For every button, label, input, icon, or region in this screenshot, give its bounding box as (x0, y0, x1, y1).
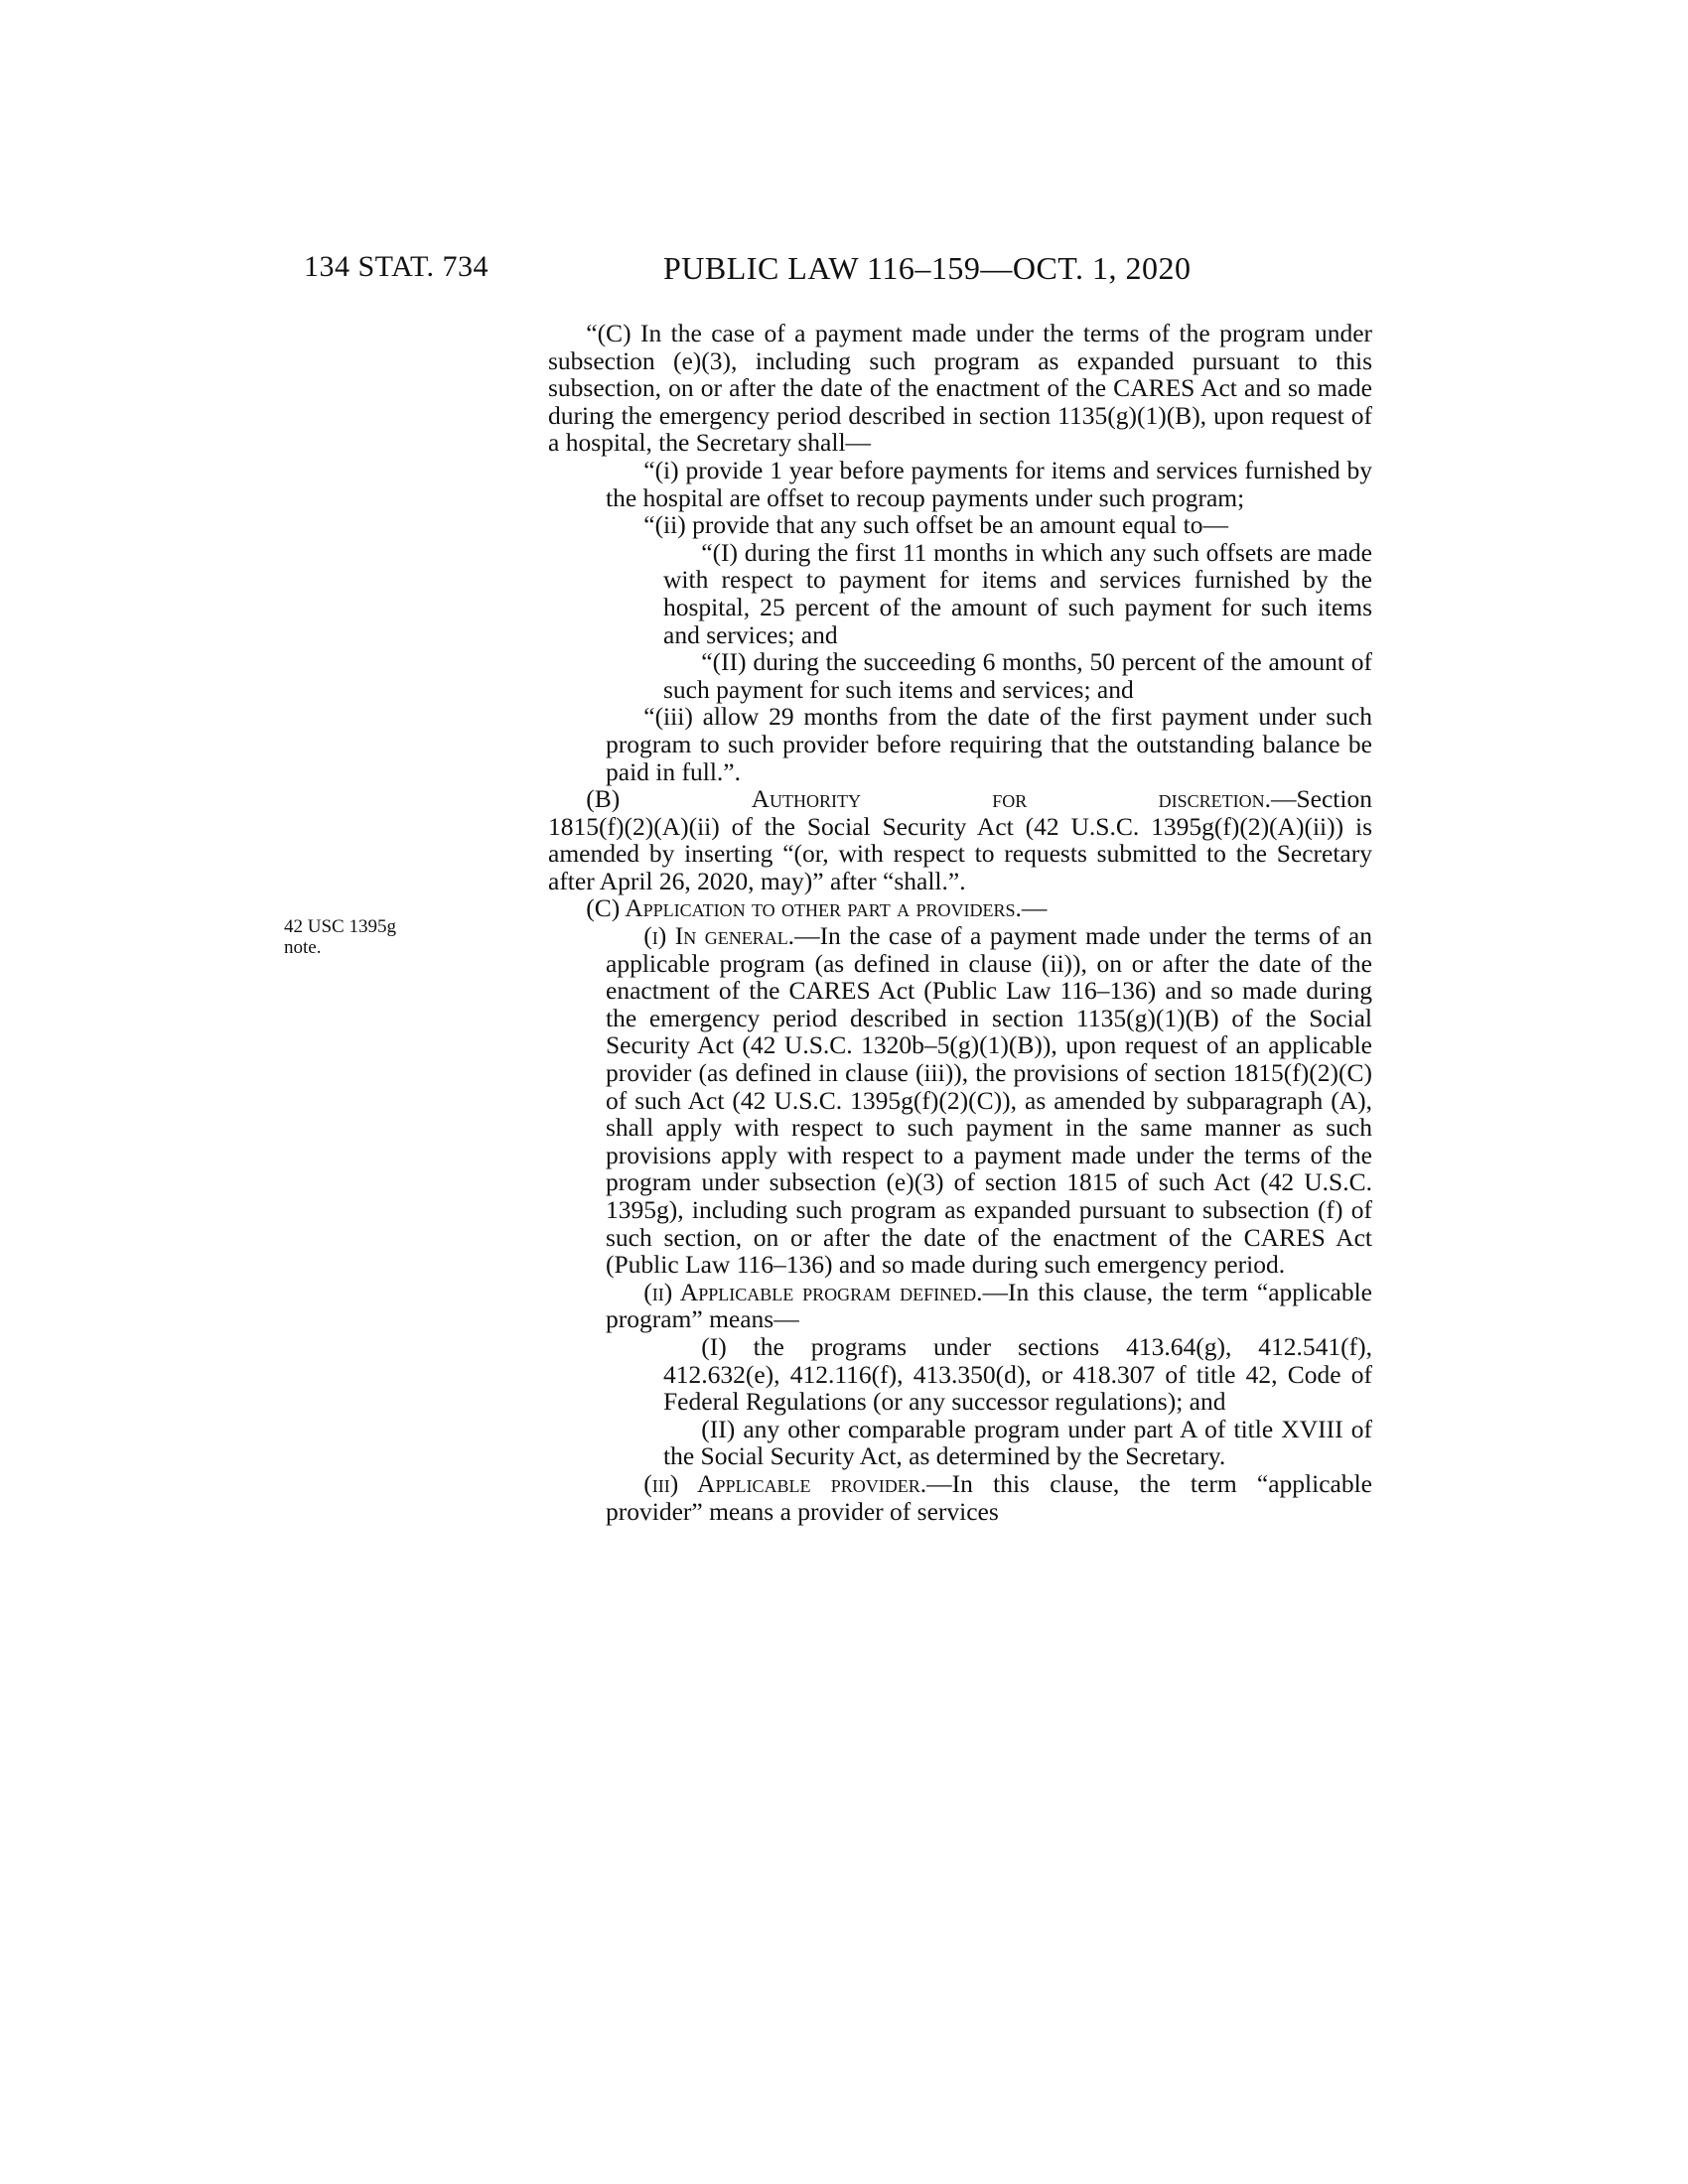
c-clause-ii (606, 1279, 1372, 1333)
clause-iii: “(iii) allow 29 months from the date of the first payment under such program to such provider before requiring that the outstanding balance be paid in full.”. (606, 702, 1372, 786)
paragraph-c: “(C) In the case of a payment made under the terms of the program under subsection (e)(3), including such program as expanded pursuant to this subsection, on or after the date of the enactment of the CARES Act and so made during the emergency period described in section 1135(g)(1)(B), upon request of a hospital, the Secretary shall— (548, 319, 1372, 458)
clause-i: “(i) provide 1 year before payments for items and services furnished by the hospital are offset to recoup payments under such program; (606, 455, 1372, 512)
subparagraph-b-word-1: Authority (751, 784, 861, 814)
subparagraph-b-label: (B) (586, 784, 621, 814)
subparagraph-c-dash: — (1021, 893, 1048, 923)
clause-ii: “(ii) provide that any such offset be an amount equal to— (643, 510, 1228, 540)
c-clause-ii-heading: (ii) Applicable program defined. (643, 1277, 983, 1306)
c-subclause-I: (I) the programs under sections 413.64(g), 412.541(f), 412.632(e), 412.116(f), 413.350(d), or 418.307 of title 42, Code of Federal Regulations (or any successor regulations); and (663, 1331, 1372, 1417)
margin-note (284, 916, 423, 958)
subparagraph-b-word-4: —Section (1270, 784, 1372, 814)
c-subclause-II: (II) any other comparable program under part A of title XVIII of the Social Security Act, as determined by the Secretary. (663, 1414, 1372, 1471)
subparagraph-b-heading (548, 785, 1372, 813)
margin-note-citation: 42 USC 1395g (284, 916, 396, 937)
subparagraph-b-word-3: discretion. (1158, 784, 1271, 814)
subparagraph-b-text: 1815(f)(2)(A)(ii) of the Social Security Act (42 U.S.C. 1395g(f)(2)(A)(ii)) is amended by inserting “(or, with respect to requests submitted to the Secretary after April 26, 2020, may)” after “shall.”. (548, 811, 1372, 895)
subparagraph-c-label: (C) Application to other part a providers. (586, 893, 1022, 923)
statute-text (548, 320, 1372, 1525)
margin-note-label: note. (284, 937, 322, 958)
c-clause-iii-text: —In this clause, the term “applicable provider” means a provider of services (606, 1468, 1373, 1526)
c-clause-iii-heading: (iii) Applicable provider. (643, 1468, 927, 1498)
c-clause-i-text: —In the case of a payment made under the terms of an applicable program (as defined in clause (ii)), on or after the date of the enactment of the CARES Act (Public Law 116–136) and so made during the emergency period described in section 1135(g)(1)(B) of the Social Security Act (42 U.S.C. 1320b–5(g)(1)(B)), upon request of an applicable provider (as defined in clause (iii)), the provisions of section 1815(f)(2)(C) of such Act (42 U.S.C. 1395g(f)(2)(C)), as amended by subparagraph (A), shall apply with respect to such payment in the same manner as such provisions apply with respect to a payment made under the terms of the program under subsection (e)(3) of section 1815 of such Act (42 U.S.C. 1395g), including such program as expanded pursuant to subsection (f) of such section, on or after the date of the enactment of the CARES Act (Public Law 116–136) and so made during such emergency period. (606, 921, 1372, 1280)
page-reference: 134 STAT. 734 (304, 250, 490, 283)
subparagraph-c-heading (548, 894, 1372, 922)
subclause-I: “(I) during the first 11 months in which any such offsets are made with respect to payment for items and services furnished by the hospital, 25 percent of the amount of such payment for such items and services; and (663, 537, 1372, 649)
c-clause-iii (606, 1470, 1372, 1525)
c-clause-i (606, 922, 1372, 1279)
c-clause-i-heading: (i) In general. (643, 921, 795, 951)
c-clause-ii-text: —In this clause, the term “applicable program” means— (606, 1277, 1372, 1334)
subparagraph-b-word-2: for (992, 784, 1028, 814)
page-title: PUBLIC LAW 116–159—OCT. 1, 2020 (663, 250, 1192, 286)
subclause-II: “(II) during the succeeding 6 months, 50 percent of the amount of such payment for such items and services; and (663, 647, 1372, 704)
